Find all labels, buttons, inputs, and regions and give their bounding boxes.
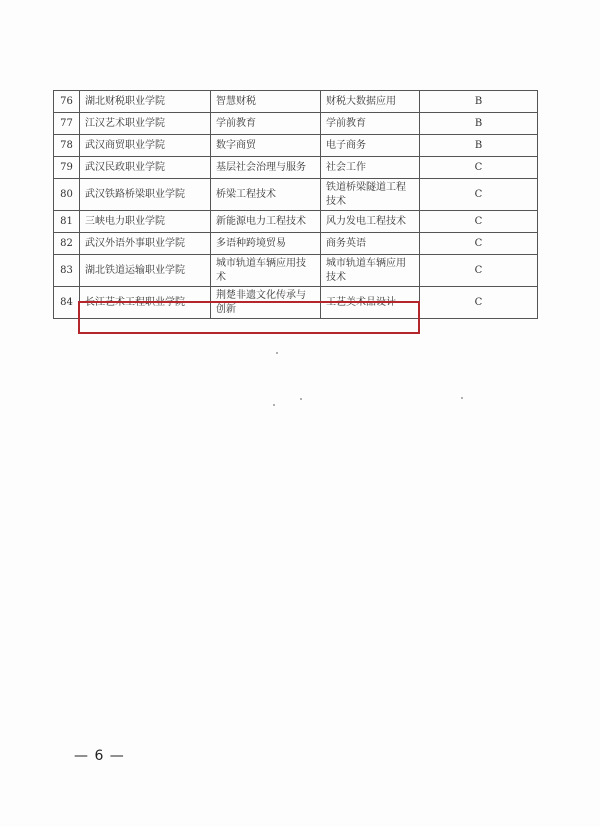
major-name: 智慧财税 xyxy=(211,91,321,113)
direction-name: 财税大数据应用 xyxy=(321,91,420,113)
row-number: 83 xyxy=(54,255,80,287)
direction-name: 工艺美术品设计 xyxy=(321,287,420,319)
school-name: 三峡电力职业学院 xyxy=(80,211,211,233)
direction-name: 电子商务 xyxy=(321,135,420,157)
table-row xyxy=(54,91,538,113)
table-row xyxy=(54,233,538,255)
major-name: 新能源电力工程技术 xyxy=(211,211,321,233)
table-row xyxy=(54,157,538,179)
major-name: 多语种跨境贸易 xyxy=(211,233,321,255)
grade: C xyxy=(420,233,538,255)
scan-speck xyxy=(461,397,463,399)
school-name: 江汉艺术职业学院 xyxy=(80,113,211,135)
row-number: 82 xyxy=(54,233,80,255)
table-row xyxy=(54,113,538,135)
school-name: 武汉外语外事职业学院 xyxy=(80,233,211,255)
direction-name: 学前教育 xyxy=(321,113,420,135)
grade: C xyxy=(420,179,538,211)
table-row xyxy=(54,287,538,319)
table-row xyxy=(54,135,538,157)
grade: C xyxy=(420,255,538,287)
row-number: 81 xyxy=(54,211,80,233)
scan-speck xyxy=(300,398,302,400)
direction-name: 社会工作 xyxy=(321,157,420,179)
major-name: 桥梁工程技术 xyxy=(211,179,321,211)
direction-name: 城市轨道车辆应用技术 xyxy=(321,255,420,287)
grade: B xyxy=(420,91,538,113)
major-name: 学前教育 xyxy=(211,113,321,135)
scan-speck xyxy=(276,352,278,354)
direction-name: 风力发电工程技术 xyxy=(321,211,420,233)
school-name: 长江艺术工程职业学院 xyxy=(80,287,211,319)
school-name: 湖北财税职业学院 xyxy=(80,91,211,113)
page-number: — 6 — xyxy=(74,748,125,764)
table-row xyxy=(54,255,538,287)
direction-name: 商务英语 xyxy=(321,233,420,255)
direction-name: 铁道桥梁隧道工程技术 xyxy=(321,179,420,211)
table-row xyxy=(54,211,538,233)
grade: B xyxy=(420,135,538,157)
school-name: 武汉商贸职业学院 xyxy=(80,135,211,157)
school-name: 武汉民政职业学院 xyxy=(80,157,211,179)
major-name: 基层社会治理与服务 xyxy=(211,157,321,179)
roster-table xyxy=(53,90,538,319)
grade: C xyxy=(420,287,538,319)
row-number: 80 xyxy=(54,179,80,211)
grade: B xyxy=(420,113,538,135)
table-row xyxy=(54,179,538,211)
row-number: 77 xyxy=(54,113,80,135)
scan-speck xyxy=(273,404,275,406)
row-number: 84 xyxy=(54,287,80,319)
row-number: 78 xyxy=(54,135,80,157)
grade: C xyxy=(420,211,538,233)
row-number: 76 xyxy=(54,91,80,113)
grade: C xyxy=(420,157,538,179)
major-name: 数字商贸 xyxy=(211,135,321,157)
school-name: 武汉铁路桥梁职业学院 xyxy=(80,179,211,211)
row-number: 79 xyxy=(54,157,80,179)
major-name: 荆楚非遗文化传承与创新 xyxy=(211,287,321,319)
major-name: 城市轨道车辆应用技术 xyxy=(211,255,321,287)
school-name: 湖北铁道运输职业学院 xyxy=(80,255,211,287)
